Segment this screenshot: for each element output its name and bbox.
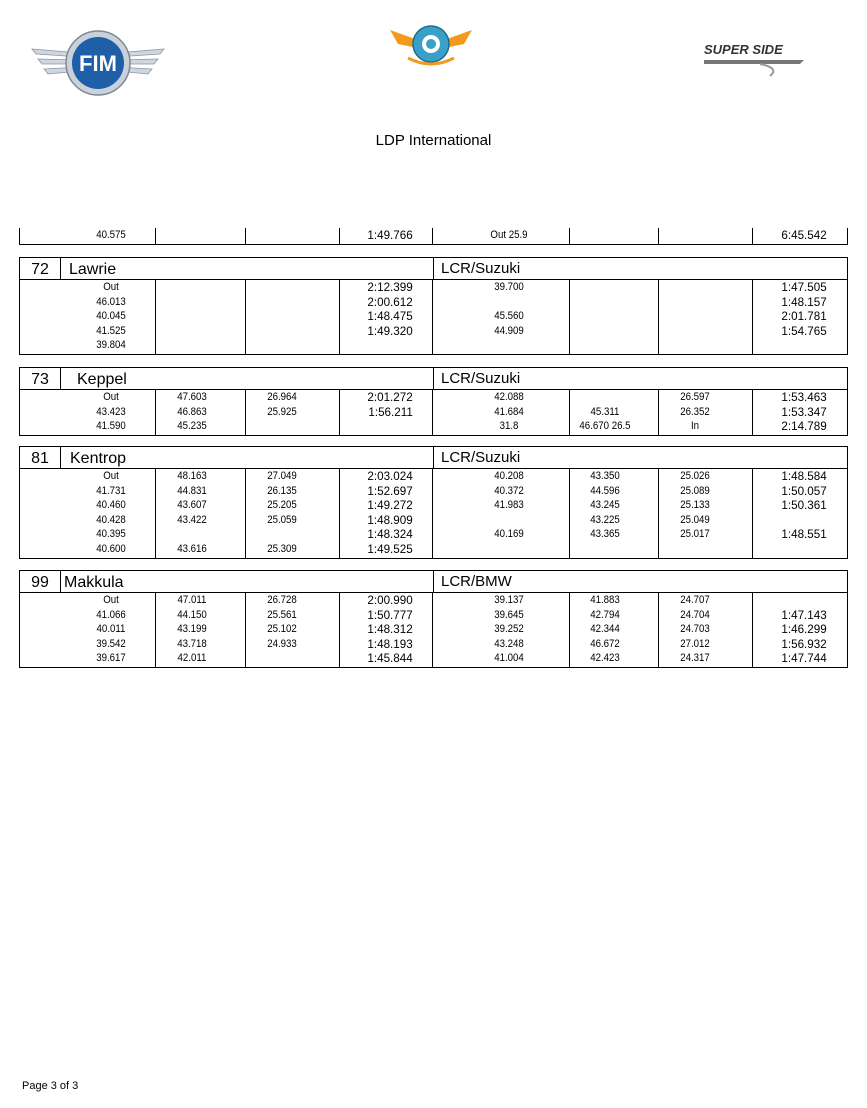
sector-time-cell: 42.011 xyxy=(177,652,207,665)
sector-time-cell: 46.863 xyxy=(177,405,207,418)
sector-time-cell: 26.352 xyxy=(680,405,710,418)
sector-time-cell: Out xyxy=(103,594,119,606)
table-row xyxy=(20,622,847,637)
lap-time-cell: 1:50.777 xyxy=(367,607,413,622)
table-row xyxy=(20,469,847,484)
lap-time-cell: 1:47.143 xyxy=(781,607,827,622)
sector-time-cell: 41.004 xyxy=(494,652,524,665)
sector-time-cell: 42.794 xyxy=(590,608,620,621)
sector-time-cell: 25.089 xyxy=(680,484,710,497)
rider-number: 81 xyxy=(20,447,61,468)
lap-time-cell: 1:48.475 xyxy=(367,309,413,324)
sector-time-cell: 47.011 xyxy=(177,594,207,606)
lap-time-cell: 1:56.211 xyxy=(368,404,413,419)
sector-time-cell: 43.607 xyxy=(177,499,207,512)
sector-time-cell: 42.088 xyxy=(494,391,524,403)
sector-time-cell: 44.909 xyxy=(494,324,524,337)
sector-time-cell: 47.603 xyxy=(177,391,207,403)
sector-time-cell: 39.137 xyxy=(494,594,524,606)
sector-time-cell: 40.428 xyxy=(96,513,126,526)
sector-time-cell: 43.248 xyxy=(494,637,524,650)
sector-time-cell: In xyxy=(690,420,700,433)
sector-time-cell: 40.045 xyxy=(96,310,126,323)
entry-81 xyxy=(19,446,848,559)
lap-time-cell: 1:53.347 xyxy=(781,404,827,419)
sector-time-cell: 40.208 xyxy=(494,470,524,482)
sector-time-cell: 43.199 xyxy=(177,623,207,636)
table-row xyxy=(20,419,847,434)
lap-time-cell: 2:01.272 xyxy=(367,390,413,404)
sector-time-cell: 40.169 xyxy=(494,528,524,541)
lap-time-cell: 2:00.990 xyxy=(367,593,413,607)
superside-logo xyxy=(700,38,808,78)
sector-time-cell: 39.700 xyxy=(494,281,524,293)
lap-time-cell: 1:48.584 xyxy=(781,469,827,483)
sector-time-cell: Out xyxy=(103,470,119,482)
lap-time-cell: 1:46.299 xyxy=(781,622,827,637)
sector-time-cell: 46.013 xyxy=(96,295,126,308)
sector-time-cell: 41.731 xyxy=(96,484,126,497)
sector-time-cell: 40.372 xyxy=(494,484,524,497)
fim-logo xyxy=(28,27,168,99)
sector-time-cell: 42.344 xyxy=(590,623,620,636)
sector-time-cell: 40.600 xyxy=(96,543,126,555)
rider-name: Keppel xyxy=(77,371,127,388)
sector-time-cell: 45.560 xyxy=(494,310,524,323)
sector-time-cell: 40.011 xyxy=(96,623,126,636)
lap-time-cell: 1:48.909 xyxy=(367,512,413,527)
lap-time-cell: 1:48.312 xyxy=(367,622,413,637)
rider-name: Kentrop xyxy=(70,450,127,467)
sector-time-cell: Out xyxy=(103,281,119,293)
sector-time-cell: 39.542 xyxy=(96,637,126,650)
continued-fragment xyxy=(19,228,848,245)
sector-time-cell: 39.804 xyxy=(96,339,126,352)
sector-time-cell: 44.596 xyxy=(590,484,620,497)
rider-number: 99 xyxy=(20,571,61,592)
superside-logo-text: SUPER SIDE xyxy=(704,42,783,57)
sector-time-cell: 44.150 xyxy=(177,608,207,621)
lap-time-cell: 1:50.361 xyxy=(781,498,827,513)
sector-time-cell: 41.684 xyxy=(494,405,524,418)
lap-time-cell: 1:49.766 xyxy=(367,228,413,242)
lap-time-cell: 1:54.765 xyxy=(781,323,827,338)
lap-time-cell: 1:48.157 xyxy=(781,294,827,309)
rider-number: 73 xyxy=(20,368,61,389)
sector-time-cell: 26.728 xyxy=(267,594,297,606)
lap-time-cell: 1:48.551 xyxy=(781,527,827,542)
sector-time-cell: 43.422 xyxy=(177,513,207,526)
entry-header xyxy=(19,446,848,469)
sector-time-cell: 25.309 xyxy=(267,543,297,555)
sector-time-cell: 25.049 xyxy=(680,513,710,526)
sector-time-cell: 45.311 xyxy=(590,405,620,418)
sector-time-cell: 25.017 xyxy=(680,528,710,541)
sector-time-cell: 46.670 26.5 xyxy=(579,420,631,433)
entry-72 xyxy=(19,257,848,355)
sector-time-cell: 43.225 xyxy=(590,513,620,526)
lap-time-cell: 2:12.399 xyxy=(367,280,413,294)
lap-time-cell: 1:49.320 xyxy=(367,323,413,338)
sector-time-cell: 41.590 xyxy=(96,420,126,433)
table-row xyxy=(20,651,847,666)
table-row xyxy=(20,542,847,557)
sector-time-cell: 43.718 xyxy=(177,637,207,650)
sector-time-cell: 40.460 xyxy=(96,499,126,512)
table-row xyxy=(20,390,847,405)
sector-time-cell: 41.525 xyxy=(96,324,126,337)
lap-time-cell: 1:45.844 xyxy=(367,651,413,666)
entry-header xyxy=(19,570,848,593)
sector-time-cell: 40.575 xyxy=(96,229,126,241)
rider-name: Lawrie xyxy=(69,261,117,278)
sector-time-cell: 41.883 xyxy=(590,594,620,606)
sector-time-cell: 43.365 xyxy=(590,528,620,541)
table-row xyxy=(20,405,847,420)
table-row xyxy=(20,513,847,528)
sector-time-cell: 41.983 xyxy=(494,499,524,512)
sector-time-cell: 25.102 xyxy=(267,623,297,636)
table-row xyxy=(20,527,847,542)
times-grid xyxy=(19,228,848,245)
sector-time-cell: 26.135 xyxy=(267,484,297,497)
sector-time-cell: 43.245 xyxy=(590,499,620,512)
lap-time-cell: 2:01.781 xyxy=(781,309,827,324)
lap-time-cell: 2:00.612 xyxy=(367,294,413,309)
sector-time-cell: 42.423 xyxy=(590,652,620,665)
sector-time-cell: 24.703 xyxy=(680,623,710,636)
table-row xyxy=(20,593,847,608)
sector-time-cell: 45.235 xyxy=(177,420,207,433)
lap-time-cell: 1:47.744 xyxy=(781,651,827,666)
sector-time-cell: 41.066 xyxy=(96,608,126,621)
sector-time-cell: 24.704 xyxy=(680,608,710,621)
sector-time-cell: 25.925 xyxy=(267,405,297,418)
sector-time-cell: 27.012 xyxy=(680,637,710,650)
page-number: Page 3 of 3 xyxy=(22,1080,79,1092)
times-grid xyxy=(19,390,848,436)
lap-time-cell: 6:45.542 xyxy=(781,228,827,242)
rider-name: Makkula xyxy=(64,574,124,591)
sector-time-cell: 24.933 xyxy=(267,637,297,650)
sector-time-cell: 26.597 xyxy=(680,391,710,403)
sector-time-cell: 40.395 xyxy=(96,528,126,541)
sector-time-cell: 25.205 xyxy=(267,499,297,512)
lap-time-cell: 2:14.789 xyxy=(781,419,827,434)
sector-time-cell: 48.163 xyxy=(177,470,207,482)
table-row xyxy=(20,295,847,310)
times-grid xyxy=(19,469,848,559)
sector-time-cell: 39.252 xyxy=(494,623,524,636)
team-name: LCR/Suzuki xyxy=(433,447,520,468)
sector-time-cell: Out 25.9 xyxy=(490,229,528,241)
lap-time-cell: 1:56.932 xyxy=(781,636,827,651)
lap-time-cell: 1:49.525 xyxy=(367,542,413,556)
page-title: LDP International xyxy=(375,132,492,149)
table-row xyxy=(20,608,847,623)
fim-logo-text: FIM xyxy=(79,51,117,76)
entry-header xyxy=(19,257,848,280)
rider-number: 72 xyxy=(20,258,61,279)
sector-time-cell: 43.423 xyxy=(96,405,126,418)
lap-time-cell: 1:48.193 xyxy=(367,636,413,651)
table-row xyxy=(20,498,847,513)
table-row xyxy=(20,324,847,339)
lap-time-cell: 1:49.272 xyxy=(367,498,413,513)
sector-time-cell: 44.831 xyxy=(177,484,207,497)
lap-time-cell: 1:48.324 xyxy=(367,527,413,542)
team-name: LCR/BMW xyxy=(433,571,512,592)
team-name: LCR/Suzuki xyxy=(433,258,520,279)
table-row xyxy=(20,484,847,499)
sector-time-cell: 43.350 xyxy=(590,470,620,482)
sector-time-cell: 25.026 xyxy=(680,470,710,482)
times-grid xyxy=(19,280,848,355)
sector-time-cell: 24.707 xyxy=(680,594,710,606)
sector-time-cell: 27.049 xyxy=(267,470,297,482)
center-logo xyxy=(388,18,474,72)
entry-73 xyxy=(19,367,848,436)
entry-header xyxy=(19,367,848,390)
entry-99 xyxy=(19,570,848,668)
table-row xyxy=(20,637,847,652)
sector-time-cell: 43.616 xyxy=(177,543,207,555)
sector-time-cell: 46.672 xyxy=(590,637,620,650)
sector-time-cell: 25.561 xyxy=(267,608,297,621)
sector-time-cell: 25.133 xyxy=(680,499,710,512)
lap-time-cell: 1:47.505 xyxy=(781,280,827,294)
sector-time-cell: 39.645 xyxy=(494,608,524,621)
lap-time-cell: 1:52.697 xyxy=(367,483,413,498)
times-grid xyxy=(19,593,848,668)
sector-time-cell: 39.617 xyxy=(96,652,126,665)
lap-time-cell: 2:03.024 xyxy=(367,469,413,483)
sector-time-cell: 25.059 xyxy=(267,513,297,526)
lap-time-cell: 1:53.463 xyxy=(781,390,827,404)
team-name: LCR/Suzuki xyxy=(433,368,520,389)
table-row xyxy=(20,280,847,295)
sector-time-cell: Out xyxy=(103,391,119,403)
sector-time-cell: 24.317 xyxy=(680,652,710,665)
table-row xyxy=(20,309,847,324)
sector-time-cell: 26.964 xyxy=(267,391,297,403)
table-row xyxy=(20,228,847,243)
lap-time-cell: 1:50.057 xyxy=(781,483,827,498)
sector-time-cell: 31.8 xyxy=(499,420,519,433)
table-row xyxy=(20,338,847,353)
